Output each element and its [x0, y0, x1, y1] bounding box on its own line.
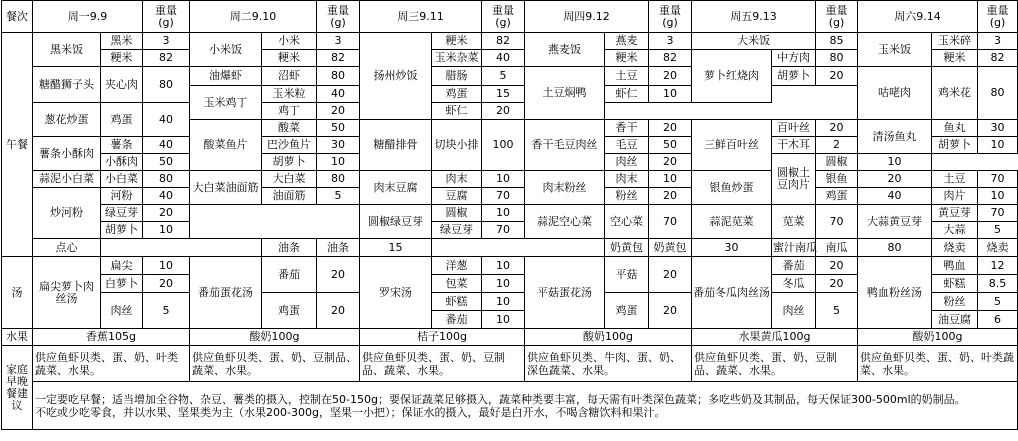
meal-header: 餐次: [2, 1, 33, 33]
ingredient: 鸭血: [932, 257, 978, 275]
ingredient: 苋菜: [772, 205, 816, 239]
ingredient: 小酥肉: [101, 154, 143, 171]
ingredient: 南瓜: [816, 239, 858, 257]
weight: 5: [143, 293, 190, 329]
weight-header: 重量 (g): [317, 1, 360, 33]
dish: 扁尖萝卜肉丝汤: [33, 257, 101, 329]
ingredient: 白萝卜: [101, 275, 143, 293]
dish: 油爆虾: [190, 67, 262, 86]
ingredient: 空心菜: [605, 205, 649, 239]
dish: 奶黄包: [605, 239, 649, 257]
table-row: [2, 33, 1018, 50]
weight: 80: [143, 171, 190, 188]
weight: 40: [143, 137, 190, 154]
ingredient: 沼虾: [262, 67, 317, 86]
weight: 10: [482, 293, 525, 311]
ingredient: 番茄: [772, 257, 816, 275]
weight: 10: [978, 137, 1018, 154]
weight: 20: [816, 120, 858, 137]
weight: 40: [858, 188, 932, 205]
dish: 蒜泥小白菜: [33, 171, 101, 188]
weight: 85: [816, 33, 858, 50]
table-row: [2, 346, 1018, 382]
ingredient: 烧卖: [978, 239, 1018, 257]
ingredient: 黄豆芽: [932, 205, 978, 222]
ingredient: 虾糕: [932, 275, 978, 293]
fruit-cell: 酸奶100g: [858, 329, 1018, 346]
weight: 5: [816, 293, 858, 329]
dish: 肉末豆腐: [360, 171, 432, 205]
ingredient: 鸡米花: [932, 67, 978, 120]
weight: 20: [816, 257, 858, 275]
ingredient: 肉丝: [605, 154, 649, 171]
weight: 82: [649, 50, 692, 67]
weight: 10: [143, 222, 190, 239]
empty-cell: [101, 239, 262, 257]
ingredient: 玉米碎: [932, 33, 978, 50]
ingredient: 鸡丁: [262, 103, 317, 120]
weight: 3: [649, 33, 692, 50]
ingredient: 中方肉: [772, 50, 816, 67]
dish: 番茄冬瓜肉丝汤: [692, 257, 772, 329]
dish: 香干毛豆肉丝: [525, 120, 605, 171]
ingredient: 土豆: [932, 171, 978, 188]
weight: 100: [482, 120, 525, 171]
weight: 20: [649, 120, 692, 137]
ingredient: 粉丝: [605, 188, 649, 205]
table-row: [2, 257, 1018, 275]
dish: 糖醋狮子头: [33, 67, 101, 103]
advice-cell: 供应鱼虾贝类、蛋、奶、叶类蔬菜、水果。: [858, 346, 1018, 382]
ingredient: 胡萝卜: [262, 154, 317, 171]
weight: 70: [482, 222, 525, 239]
ingredient: 豆腐: [432, 188, 482, 205]
weight: 8.5: [978, 275, 1018, 293]
ingredient: 肉末: [605, 171, 649, 188]
ingredient: 粳米: [101, 50, 143, 67]
table-row: [2, 239, 1018, 257]
section-advice: 家庭早晚餐建议: [2, 346, 33, 430]
weight: 20: [816, 275, 858, 293]
weekly-menu-table: [1, 0, 1018, 430]
weight: 5: [978, 222, 1018, 239]
section-fruit: 水果: [2, 329, 33, 346]
section-soup: 汤: [2, 257, 33, 329]
weight: 15: [360, 239, 432, 257]
ingredient: 百叶丝: [772, 120, 816, 137]
ingredient: 绿豆芽: [101, 205, 143, 222]
ingredient: 鸡蛋: [101, 103, 143, 137]
weight: 70: [816, 205, 858, 239]
ingredient: 巴沙鱼片: [262, 137, 317, 154]
ingredient: 鸡蛋: [816, 188, 858, 205]
dish: 鸭血粉丝汤: [858, 257, 932, 329]
ingredient: 胡萝卜: [101, 222, 143, 239]
weight: 82: [143, 50, 190, 67]
weight: 10: [482, 171, 525, 188]
dish: 葱花炒蛋: [33, 103, 101, 137]
ingredient: 肉片: [932, 188, 978, 205]
dish: 糖醋排骨: [360, 120, 432, 171]
ingredient: 玉米杂菜: [432, 50, 482, 67]
ingredient: 粳米: [605, 50, 649, 67]
dish: 大蒜黄豆芽: [858, 205, 932, 239]
table-row: [2, 329, 1018, 346]
weight: 10: [482, 205, 525, 222]
ingredient: 大白菜: [262, 171, 317, 188]
ingredient: 毛豆: [605, 137, 649, 154]
ingredient: 平菇: [605, 257, 649, 293]
ingredient: 干木耳: [772, 137, 816, 154]
weight: 10: [482, 257, 525, 275]
ingredient: 鸡蛋: [432, 86, 482, 103]
advice-cell: 供应鱼虾贝类、蛋、奶、豆制品、蔬菜、水果。: [692, 346, 858, 382]
table-row: [2, 205, 1018, 222]
day-header-fri: 周五9.13: [692, 1, 816, 33]
advice-line: 不吃或少吃零食，并以水果、坚果类为主（水果200-300g，坚果一小把）；保证水的摄入，最好是白开水，不喝含糖饮料和果汁。: [35, 405, 666, 419]
weight: 10: [649, 171, 692, 188]
weight-header: 重量 (g): [978, 1, 1018, 33]
fruit-cell: 桔子100g: [360, 329, 525, 346]
weight-header: 重量 (g): [482, 1, 525, 33]
weight: 2: [816, 137, 858, 154]
advice-cell: 供应鱼虾贝类、牛肉、蛋、奶、深色蔬菜、水果。: [525, 346, 692, 382]
ingredient: 粳米: [932, 50, 978, 67]
weight: 10: [482, 275, 525, 293]
dish: 大白菜油面筋: [190, 171, 262, 205]
weight: 50: [143, 154, 190, 171]
day-header-sat: 周六9.14: [858, 1, 978, 33]
weight: 20: [649, 257, 692, 293]
weight: 40: [143, 188, 190, 205]
weight: 40: [143, 103, 190, 137]
ingredient: 胡萝卜: [772, 67, 816, 86]
ingredient: 大蒜: [932, 222, 978, 239]
table-row: [2, 188, 1018, 205]
table-row: [2, 382, 1018, 430]
weight: 3: [143, 33, 190, 50]
weight: 10: [317, 154, 360, 171]
weight-header: 重量 (g): [143, 1, 190, 33]
ingredient: 洋葱: [432, 257, 482, 275]
day-header-mon: 周一9.9: [33, 1, 143, 33]
day-header-tue: 周二9.10: [190, 1, 317, 33]
ingredient: 肉丝: [101, 293, 143, 329]
weight: 10: [858, 154, 932, 171]
weight: 20: [143, 205, 190, 222]
advice-cell: 供应鱼虾贝类、蛋、奶、豆制品、蔬菜、水果。: [360, 346, 525, 382]
weight: 20: [649, 67, 692, 86]
weight: 10: [143, 257, 190, 275]
weight: 20: [649, 293, 692, 329]
fruit-cell: 酸奶100g: [525, 329, 692, 346]
dish: 土豆焖鸭: [525, 67, 605, 120]
dish: 圆椒土豆肉片: [772, 154, 816, 205]
ingredient: 鱼丸: [932, 120, 978, 137]
weight: 82: [317, 50, 360, 67]
weight-header: 重量 (g): [816, 1, 858, 33]
dish: 三鲜百叶丝: [692, 120, 772, 171]
weight: 3: [317, 33, 360, 50]
ingredient: 扁尖: [101, 257, 143, 275]
weight: 40: [317, 86, 360, 103]
weight: 5: [978, 293, 1018, 311]
weight: 50: [649, 137, 692, 154]
weight: 20: [816, 67, 858, 86]
table-row: [2, 1, 1018, 33]
weight: 10: [482, 311, 525, 329]
ingredient: 切块小排: [432, 120, 482, 171]
dish: 薯条小酥肉: [33, 137, 101, 171]
dish: 清汤鱼丸: [858, 120, 932, 154]
ingredient: 虾仁: [432, 103, 482, 120]
ingredient: 燕麦: [605, 33, 649, 50]
advice-cell: 供应鱼虾贝类、蛋、奶、叶类蔬菜、水果。: [33, 346, 190, 382]
weight: 70: [649, 205, 692, 239]
fruit-cell: 水果黄瓜100g: [692, 329, 858, 346]
day-header-thu: 周四9.12: [525, 1, 649, 33]
weight: 20: [649, 154, 692, 171]
dish: 黑米饭: [33, 33, 101, 67]
ingredient: 包菜: [432, 275, 482, 293]
ingredient: 虾糕: [432, 293, 482, 311]
dish: 蒜泥苋菜: [692, 205, 772, 239]
ingredient: 粳米: [262, 50, 317, 67]
ingredient: 小白菜: [101, 171, 143, 188]
weight: 5: [317, 188, 360, 205]
empty-cell: [432, 239, 605, 257]
weight: 20: [482, 103, 525, 120]
fruit-cell: 香蕉105g: [33, 329, 190, 346]
weight: 70: [482, 188, 525, 205]
ingredient: 油面筋: [262, 188, 317, 205]
weight: 10: [649, 86, 692, 103]
dish: 罗宋汤: [360, 257, 432, 329]
weight: 82: [482, 33, 525, 50]
empty-cell: [190, 205, 360, 239]
ingredient: 圆椒: [432, 205, 482, 222]
weight: 80: [858, 239, 932, 257]
weight: 6: [978, 311, 1018, 329]
weight: 80: [317, 171, 360, 188]
weight: 80: [143, 67, 190, 103]
ingredient: 夹心肉: [101, 67, 143, 103]
weight: 50: [317, 120, 360, 137]
dish: 玉米鸡丁: [190, 86, 262, 120]
ingredient: 油豆腐: [932, 311, 978, 329]
ingredient: 腊肠: [432, 67, 482, 86]
weight: 5: [482, 67, 525, 86]
dish: 酸菜鱼片: [190, 120, 262, 171]
ingredient: 香干: [605, 120, 649, 137]
ingredient: 油条: [317, 239, 360, 257]
fruit-cell: 酸奶100g: [190, 329, 360, 346]
ingredient: 奶黄包: [649, 239, 692, 257]
ingredient: 鸡蛋: [605, 293, 649, 329]
ingredient: 鸡蛋: [262, 293, 317, 329]
ingredient: 粉丝: [932, 293, 978, 311]
weight: 20: [649, 188, 692, 205]
ingredient: 圆椒: [816, 154, 858, 171]
weight: 20: [858, 171, 932, 188]
dish: 肉末粉丝: [525, 171, 605, 205]
table-row: [2, 67, 1018, 86]
weight: 30: [317, 137, 360, 154]
dish: 扬州炒饭: [360, 33, 432, 120]
ingredient: 绿豆芽: [432, 222, 482, 239]
section-snack: 点心: [33, 239, 101, 257]
ingredient: 番茄: [432, 311, 482, 329]
ingredient: 酸菜: [262, 120, 317, 137]
weight: 30: [978, 120, 1018, 137]
ingredient: 肉末: [432, 171, 482, 188]
ingredient: 河粉: [101, 188, 143, 205]
dish: 萝卜红烧肉: [692, 50, 772, 103]
section-lunch: 午餐: [2, 33, 33, 257]
weight-header: 重量 (g): [649, 1, 692, 33]
ingredient: 小米: [262, 33, 317, 50]
weight: 80: [816, 50, 858, 67]
weight: 80: [317, 67, 360, 86]
ingredient: 粳米: [432, 33, 482, 50]
weight: 30: [692, 239, 772, 257]
day-header-wed: 周三9.11: [360, 1, 482, 33]
dish: 烧卖: [932, 239, 978, 257]
weight: 20: [317, 257, 360, 293]
dish: 燕麦饭: [525, 33, 605, 67]
dish: 番茄蛋花汤: [190, 257, 262, 329]
advice-note: [33, 382, 1018, 430]
weight: 20: [143, 275, 190, 293]
ingredient: 肉丝: [772, 293, 816, 329]
ingredient: 银鱼: [816, 171, 858, 188]
ingredient: 黑米: [101, 33, 143, 50]
table-row: [2, 171, 1018, 188]
weight: 3: [978, 33, 1018, 50]
dish: 蜜汁南瓜: [772, 239, 816, 257]
ingredient: 冬瓜: [772, 275, 816, 293]
weight: 40: [482, 50, 525, 67]
weight: 20: [317, 293, 360, 329]
weight: 12: [978, 257, 1018, 275]
weight: 15: [482, 86, 525, 103]
advice-line: 一定要吃早餐；适当增加全谷物、杂豆、薯类的摄入，控制在50-150g；要保证蔬菜足够摄入，蔬菜种类要丰富，每天需有叶类深色蔬菜；多吃些奶及其制品，每天保证300-500ml的奶制品。: [35, 392, 966, 406]
dish: 银鱼炒蛋: [692, 171, 772, 205]
ingredient: 番茄: [262, 257, 317, 293]
dish: 蒜泥空心菜: [525, 205, 605, 239]
dish: 炒河粉: [33, 188, 101, 239]
ingredient: 虾仁: [605, 86, 649, 103]
dish: 玉米饭: [858, 33, 932, 67]
weight: 70: [978, 205, 1018, 222]
weight: 10: [978, 188, 1018, 205]
dish: 咕咾肉: [858, 67, 932, 120]
weight: 20: [317, 103, 360, 120]
ingredient: 胡萝卜: [932, 137, 978, 154]
dish: 大米饭: [692, 33, 816, 50]
weight: 70: [978, 171, 1018, 188]
weight: 82: [978, 50, 1018, 67]
dish: 油条: [262, 239, 317, 257]
ingredient: 玉米粒: [262, 86, 317, 103]
advice-cell: 供应鱼虾贝类、蛋、奶、豆制品、蔬菜、水果。: [190, 346, 360, 382]
dish: 圆椒绿豆芽: [360, 205, 432, 239]
dish: 平菇蛋花汤: [525, 257, 605, 329]
ingredient: 土豆: [605, 67, 649, 86]
ingredient: 薯条: [101, 137, 143, 154]
weight: 80: [978, 67, 1018, 120]
dish: 小米饭: [190, 33, 262, 67]
